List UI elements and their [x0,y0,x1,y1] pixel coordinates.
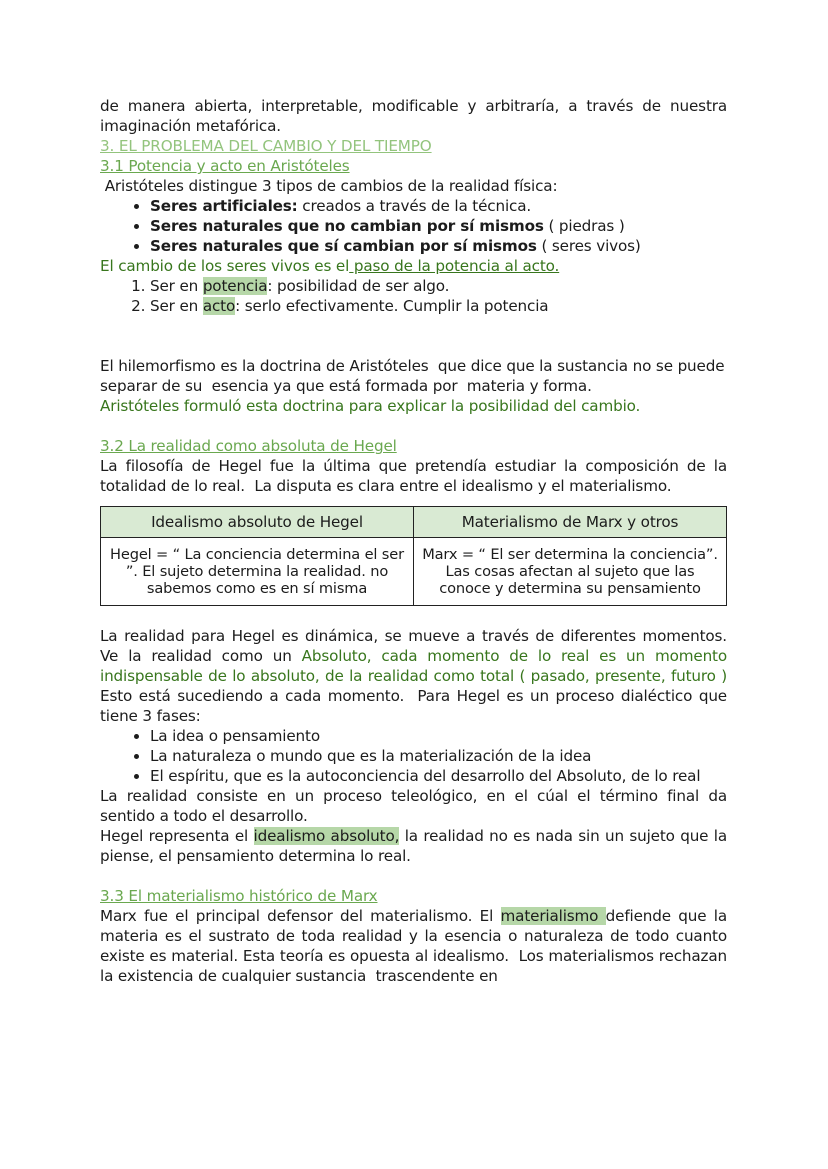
document-page [100,96,737,986]
dialectic-phases-list [100,726,727,786]
hilemorfismo-green-sentence: Aristóteles formuló esta doctrina para explicar la posibilidad del cambio. [100,397,641,415]
list-item [150,236,727,256]
hilemorfismo-paragraph: El hilemorfismo es la doctrina de Aristóteles que dice que la sustancia no se puede separar de su esencia ya que está formada por materia y forma. [100,357,730,395]
absolute-idealism-paragraph [100,826,727,866]
item-text: : serlo efectivamente. Cumplir la potencia [235,297,549,315]
spacer [100,866,727,886]
list-item [150,196,727,216]
spacer [100,606,727,626]
spacer [100,316,727,356]
hegel-lead: La filosofía de Hegel fue la última que pretendía estudiar la composición de la totalidad de lo real. La disputa es clara entre el idealismo y el materialismo. [100,457,732,495]
change-types-list [100,196,727,256]
change-definition [100,256,727,276]
paragraph-start: Hegel representa el [100,827,254,845]
marx-materialism-paragraph [100,906,732,986]
table-cell-hegel: Hegel = “ La conciencia determina el ser ”. El sujeto determina la realidad. no sabemos como es en sí misma [101,538,414,606]
section-3-heading: 3. EL PROBLEMA DEL CAMBIO Y DEL TIEMPO [100,137,432,155]
bullet-bold: Seres naturales que sí cambian por sí mismos [150,237,537,255]
list-item [150,216,727,236]
bullet-text: ( seres vivos) [536,237,641,255]
bullet-text: creados a través de la técnica. [297,197,532,215]
list-item: • La naturaleza o mundo que es la materialización de la idea [150,746,727,766]
paragraph-start: Marx fue el principal defensor del materialismo. El [100,907,501,925]
paragraph-green: Absoluto, cada momento de lo real es un momento indispensable de lo absoluto, de la realidad como total ( pasado, presente, futuro ) [100,647,732,685]
aristotle-lead: Aristóteles distingue 3 tipos de cambios de la realidad física: [100,177,558,195]
item-prefix: Ser en [150,297,203,315]
comparison-table [100,506,727,606]
list-item: • El espíritu, que es la autoconciencia del desarrollo del Absoluto, de lo real [150,766,727,786]
paragraph-end: defiende que la materia es el sustrato de toda realidad y la esencia o naturaleza de todo cuanto existe es material. Esta teoría es opuesta al idealismo. Los materialismos rechazan la existencia de cualquier sustancia trascendente en [100,907,732,985]
change-definition-underlined: paso de la potencia al acto. [349,257,560,275]
list-item: • La idea o pensamiento [150,726,727,746]
table-header-materialism: Materialismo de Marx y otros [414,507,727,538]
bullet-bold: Seres artificiales: [150,197,298,215]
table-header-idealism: Idealismo absoluto de Hegel [101,507,414,538]
item-prefix: Ser en [150,277,203,295]
bullet-bold: Seres naturales que no cambian por sí mismos [150,217,544,235]
item-text: : posibilidad de ser algo. [267,277,450,295]
intro-paragraph: de manera abierta, interpretable, modificable y arbitraría, a través de nuestra imaginación metafórica. [100,97,727,135]
highlight-idealismo-absoluto: idealismo absoluto, [253,827,400,845]
table-row [101,538,727,606]
table-cell-marx: Marx = “ El ser determina la conciencia”. Las cosas afectan al sujeto que las conoce y determina su pensamiento [414,538,727,606]
list-item [150,276,727,296]
paragraph-end: la realidad no es nada sin un sujeto que la piense, el pensamiento determina lo real. [100,827,728,865]
section-3-3-heading: 3.3 El materialismo histórico de Marx [100,887,378,905]
highlight-materialismo: materialismo [500,907,606,925]
paragraph-end: Esto está sucediendo a cada momento. Para Hegel es un proceso dialéctico que tiene 3 fases: [100,667,732,725]
highlight-acto: acto [202,297,236,315]
hegel-dynamic-paragraph [100,626,737,726]
section-3-1-heading: 3.1 Potencia y acto en Aristóteles [100,157,350,175]
teleology-paragraph: La realidad consiste en un proceso teleológico, en el cúal el término final da sentido a todo el desarrollo. [100,787,727,825]
table-header-row [101,507,727,538]
list-item [150,296,727,316]
potency-act-list [100,276,727,316]
highlight-potencia: potencia [202,277,268,295]
paragraph-start: La realidad para Hegel es dinámica, se mueve a través de diferentes momentos. Ve la realidad como un [100,627,737,665]
bullet-text: ( piedras ) [543,217,625,235]
change-definition-prefix: El cambio de los seres vivos es el [100,257,350,275]
section-3-2-heading: 3.2 La realidad como absoluta de Hegel [100,437,397,455]
spacer [100,416,727,436]
